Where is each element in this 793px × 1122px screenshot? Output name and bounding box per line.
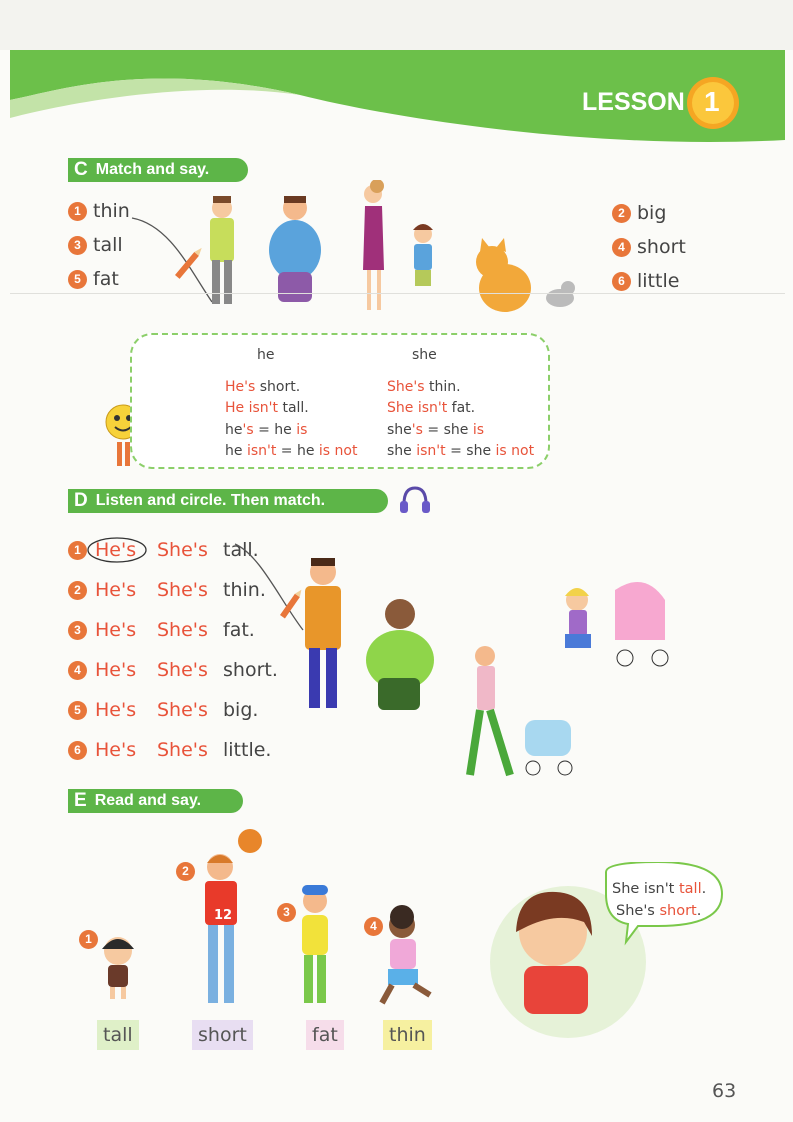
- match-line: [132, 218, 212, 302]
- fat-boy-figure: [302, 885, 328, 1003]
- listen-word: fat.: [223, 619, 255, 641]
- option-she[interactable]: She's: [157, 619, 208, 641]
- word-little: [612, 270, 679, 292]
- item-number: 6: [68, 741, 87, 760]
- listen-word: big.: [223, 699, 259, 721]
- option-he[interactable]: He's: [95, 579, 137, 601]
- item-number: 1: [68, 202, 87, 221]
- he-tall-line: He isn't tall.: [225, 400, 309, 416]
- man-with-stroller-figure: [470, 646, 572, 775]
- word-label-thin: thin: [383, 1020, 432, 1050]
- big-cat-figure: [476, 238, 531, 312]
- section-e-illustration: [90, 825, 490, 1020]
- word-big: [612, 202, 666, 224]
- item-number: 1: [68, 541, 87, 560]
- item-number: 2: [612, 204, 631, 223]
- option-she[interactable]: She's: [157, 579, 208, 601]
- item-number: 4: [68, 661, 87, 680]
- lesson-number: 1: [704, 86, 720, 117]
- column-he-header: he: [257, 347, 275, 363]
- section-c-header: [68, 158, 248, 182]
- section-letter: E: [74, 790, 87, 811]
- option-he[interactable]: He's: [95, 539, 137, 561]
- she-negative-line: she isn't = she is not: [387, 443, 535, 459]
- big-man-figure: [366, 599, 434, 710]
- word-label-tall: tall: [97, 1020, 139, 1050]
- item-number: 5: [68, 270, 87, 289]
- section-e-header: [68, 789, 243, 813]
- girl-with-pram-figure: [565, 582, 668, 666]
- option-she[interactable]: She's: [157, 699, 208, 721]
- shirt-number: 12: [214, 908, 233, 923]
- section-title: Match and say.: [95, 161, 210, 178]
- lesson-label: LESSON: [582, 88, 685, 116]
- option-he[interactable]: He's: [95, 699, 137, 721]
- divider: [10, 293, 785, 294]
- option-she[interactable]: She's: [157, 739, 208, 761]
- thin-man-figure: [210, 196, 234, 304]
- section-d-illustration: [85, 530, 705, 790]
- he-negative-line: he isn't = he is not: [225, 443, 358, 459]
- listen-word: short.: [223, 659, 278, 681]
- figure-number-1: 1: [79, 930, 98, 949]
- short-girl-figure: [413, 224, 433, 286]
- word-text: big: [637, 202, 667, 224]
- listen-word: thin.: [223, 579, 266, 601]
- tall-man-figure: [305, 558, 341, 708]
- word-tall: [68, 234, 123, 256]
- short-girl-figure: [102, 937, 134, 999]
- item-number: 3: [68, 236, 87, 255]
- item-number: 2: [68, 581, 87, 600]
- word-text: tall: [93, 234, 123, 256]
- match-line: [235, 544, 303, 630]
- item-number: 4: [612, 238, 631, 257]
- word-label-fat: fat: [306, 1020, 344, 1050]
- figure-number-2: 2: [176, 862, 195, 881]
- speech-bubble-text: [612, 878, 706, 922]
- column-she-header: she: [412, 347, 437, 363]
- section-letter: D: [74, 490, 88, 511]
- bubble-line-1: She isn't tall.: [612, 881, 707, 897]
- option-she[interactable]: She's: [157, 659, 208, 681]
- he-contraction-line: he's = he is: [225, 422, 308, 438]
- word-text: thin: [93, 200, 130, 222]
- item-number: 3: [68, 621, 87, 640]
- grammar-box: [130, 333, 550, 469]
- section-c-illustration: [120, 180, 600, 320]
- word-text: short: [637, 236, 686, 258]
- she-thin-line: She's thin.: [387, 379, 461, 395]
- word-label-short: short: [192, 1020, 253, 1050]
- section-letter: C: [74, 159, 88, 180]
- figure-number-4: 4: [364, 917, 383, 936]
- listen-word: tall.: [223, 539, 259, 561]
- thin-girl-figure: [382, 905, 430, 1003]
- item-number: 5: [68, 701, 87, 720]
- she-contraction-line: she's = she is: [387, 422, 484, 438]
- section-d-header: [68, 489, 388, 513]
- bubble-line-2: She's short.: [616, 903, 702, 919]
- she-fat-line: She isn't fat.: [387, 400, 476, 416]
- header-banner: [0, 0, 793, 150]
- option-he[interactable]: He's: [95, 659, 137, 681]
- pencil-icon: [175, 246, 204, 279]
- figure-number-3: 3: [277, 903, 296, 922]
- section-title: Read and say.: [94, 792, 202, 809]
- word-short: [612, 236, 686, 258]
- headphones-icon[interactable]: [398, 484, 432, 516]
- example-answer-circle: [88, 538, 146, 562]
- option-he[interactable]: He's: [95, 619, 137, 641]
- he-short-line: He's short.: [225, 379, 301, 395]
- word-text: fat: [93, 268, 119, 290]
- option-he[interactable]: He's: [95, 739, 137, 761]
- page-number: 63: [712, 1080, 737, 1102]
- word-text: little: [637, 270, 680, 292]
- little-cat-figure: [546, 281, 575, 307]
- item-number: 6: [612, 272, 631, 291]
- listen-word: little.: [223, 739, 272, 761]
- word-fat: [68, 268, 119, 290]
- section-title: Listen and circle. Then match.: [95, 492, 326, 509]
- tall-woman-figure: [363, 180, 384, 310]
- fat-man-figure: [269, 196, 321, 302]
- option-she[interactable]: She's: [157, 539, 208, 561]
